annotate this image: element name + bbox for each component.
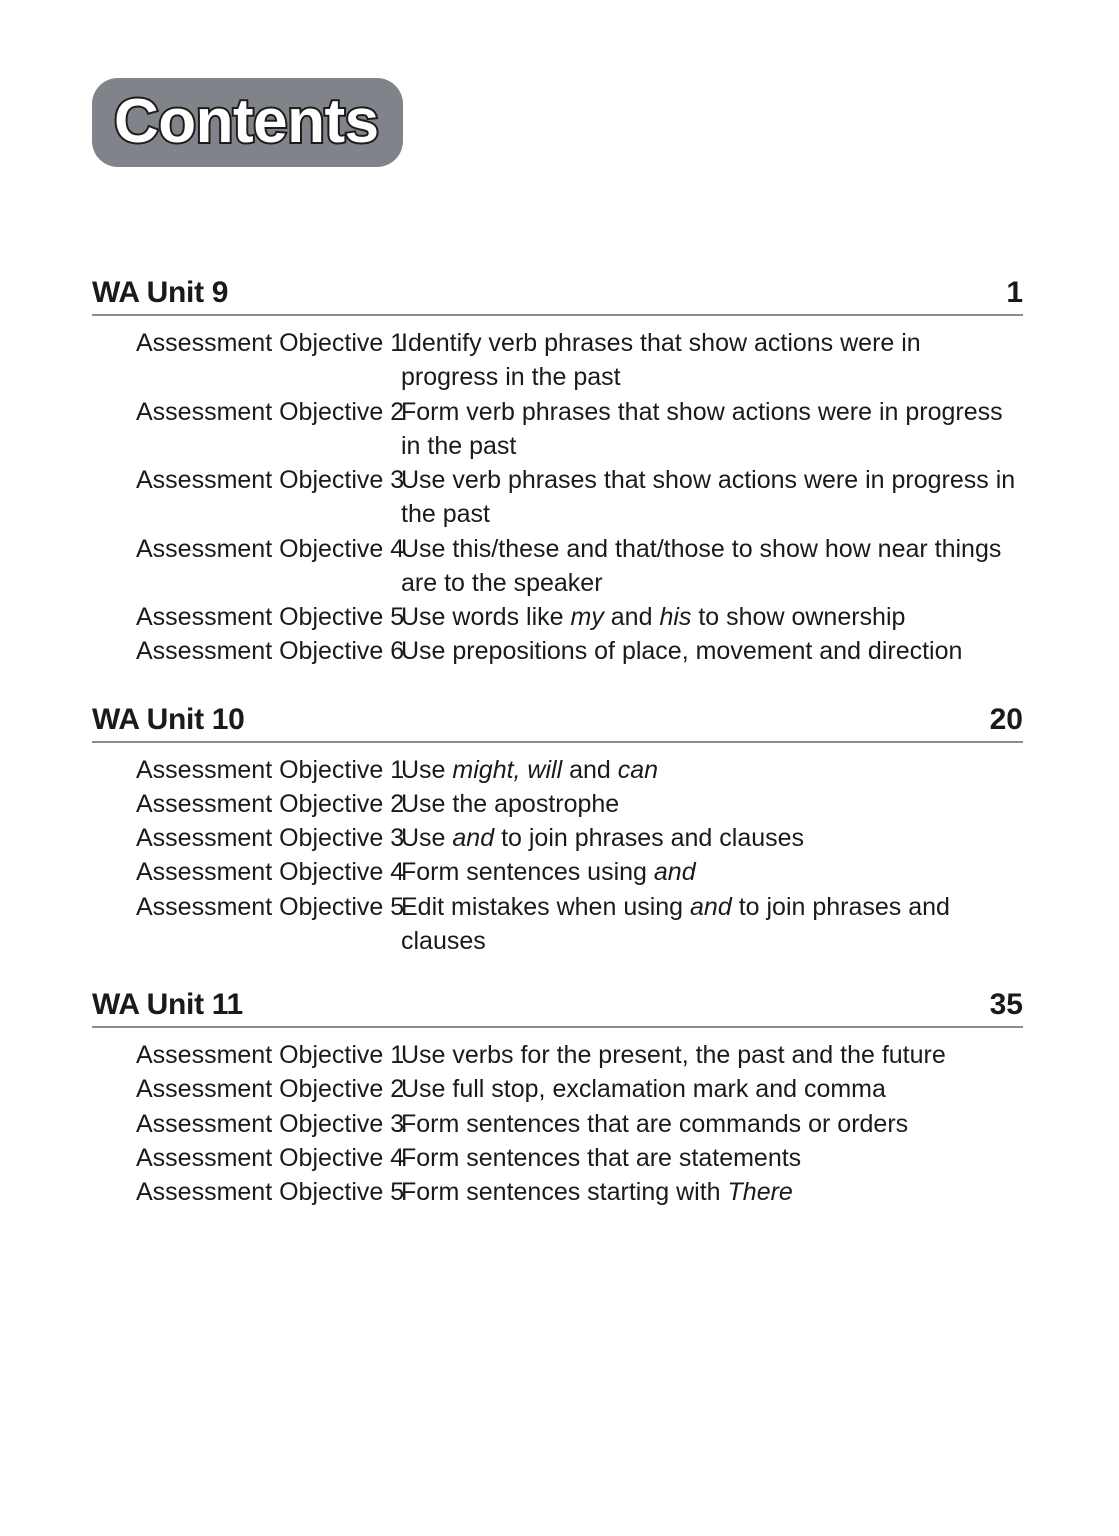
objective-label: Assessment Objective 4 <box>136 858 405 887</box>
plain-text: Form sentences that are statements <box>401 1143 802 1172</box>
objective-row[interactable] <box>92 463 1023 532</box>
emphasis-text: and <box>452 824 495 852</box>
unit-section <box>92 276 1023 669</box>
plain-text: Form verb phrases that show actions were in progress in the past <box>401 397 1003 460</box>
objective-description <box>401 1072 1023 1106</box>
objective-description <box>401 463 1023 532</box>
plain-text: to join phrases and clauses <box>401 892 950 955</box>
emphasis-text: and <box>690 892 732 921</box>
plain-text: Use <box>401 824 453 852</box>
objective-label: Assessment Objective 6 <box>136 637 405 666</box>
emphasis-text: and <box>653 858 696 887</box>
objective-label: Assessment Objective 4 <box>136 1143 405 1172</box>
objective-description <box>401 1107 1023 1141</box>
objective-description <box>401 821 1023 855</box>
emphasis-text: There <box>727 1178 793 1206</box>
emphasis-text: can <box>617 755 659 784</box>
plain-text: and <box>603 603 660 631</box>
plain-text: Form sentences starting with <box>401 1178 728 1206</box>
objective-row[interactable] <box>92 1141 1023 1175</box>
page-title: Contents <box>114 86 379 156</box>
objective-description <box>401 1175 1023 1209</box>
objective-label: Assessment Objective 5 <box>136 1178 405 1206</box>
plain-text: to join phrases and clauses <box>494 824 805 852</box>
objective-row[interactable] <box>92 1175 1023 1209</box>
objective-label: Assessment Objective 3 <box>136 466 405 494</box>
plain-text: Use <box>401 755 453 784</box>
unit-page-number[interactable]: 35 <box>989 988 1023 1021</box>
unit-header <box>92 988 1023 1028</box>
objective-list <box>92 743 1023 959</box>
objective-row[interactable] <box>92 532 1023 601</box>
objective-description <box>401 855 1023 889</box>
objective-description <box>401 395 1023 464</box>
objective-row[interactable] <box>92 787 1023 821</box>
unit-page-number[interactable]: 20 <box>989 702 1023 736</box>
objective-description <box>401 1038 1023 1072</box>
unit-title[interactable]: WA Unit 9 <box>92 276 229 309</box>
objective-description <box>401 787 1023 821</box>
emphasis-text: his <box>659 603 692 631</box>
plain-text: and <box>562 755 618 784</box>
objective-label: Assessment Objective 3 <box>136 824 405 852</box>
plain-text: Edit mistakes when using <box>401 892 691 921</box>
objective-label: Assessment Objective 5 <box>136 892 405 921</box>
plain-text: Form sentences that are commands or orders <box>401 1109 909 1138</box>
objective-description <box>401 326 1023 395</box>
objective-description <box>401 1141 1023 1175</box>
unit-section <box>92 703 1023 959</box>
unit-title[interactable]: WA Unit 10 <box>92 702 245 736</box>
contents-banner <box>92 78 403 167</box>
objective-row[interactable] <box>92 634 1023 668</box>
plain-text: Use prepositions of place, movement and direction <box>401 637 963 666</box>
plain-text: Use the apostrophe <box>401 789 620 818</box>
objective-description <box>401 600 1023 634</box>
objective-row[interactable] <box>92 395 1023 464</box>
unit-section <box>92 988 1023 1209</box>
objective-description <box>401 634 1023 668</box>
table-of-contents <box>92 276 1023 1239</box>
plain-text: Use verbs for the present, the past and the future <box>401 1041 946 1069</box>
objective-row[interactable] <box>92 600 1023 634</box>
objective-list <box>92 1028 1023 1209</box>
objective-row[interactable] <box>92 1038 1023 1072</box>
objective-label: Assessment Objective 2 <box>136 1075 405 1104</box>
objective-label: Assessment Objective 4 <box>136 534 405 563</box>
plain-text: Use words like <box>401 603 571 631</box>
objective-description <box>401 532 1023 601</box>
objective-row[interactable] <box>92 821 1023 855</box>
plain-text: Identify verb phrases that show actions were in progress in the past <box>401 329 921 392</box>
objective-description <box>401 890 1023 959</box>
unit-title[interactable]: WA Unit 11 <box>92 988 243 1021</box>
objective-list <box>92 316 1023 669</box>
objective-row[interactable] <box>92 753 1023 787</box>
plain-text: Use this/these and that/those to show how near things are to the speaker <box>401 534 1002 597</box>
unit-header <box>92 703 1023 743</box>
objective-row[interactable] <box>92 1107 1023 1141</box>
objective-description <box>401 753 1023 787</box>
plain-text: Use full stop, exclamation mark and comma <box>401 1075 886 1104</box>
plain-text: Form sentences using <box>401 858 654 887</box>
objective-label: Assessment Objective 1 <box>136 1041 405 1069</box>
emphasis-text: my <box>570 603 604 631</box>
objective-row[interactable] <box>92 890 1023 959</box>
emphasis-text: might, will <box>452 755 563 784</box>
plain-text: Use verb phrases that show actions were in progress in the past <box>401 466 1016 529</box>
objective-row[interactable] <box>92 855 1023 889</box>
unit-page-number[interactable]: 1 <box>1006 276 1023 309</box>
plain-text: to show ownership <box>691 603 906 631</box>
objective-label: Assessment Objective 5 <box>136 603 405 631</box>
objective-label: Assessment Objective 2 <box>136 789 405 818</box>
objective-label: Assessment Objective 1 <box>136 329 405 357</box>
objective-label: Assessment Objective 3 <box>136 1109 405 1138</box>
objective-row[interactable] <box>92 326 1023 395</box>
objective-label: Assessment Objective 2 <box>136 397 405 426</box>
objective-label: Assessment Objective 1 <box>136 755 405 784</box>
unit-header <box>92 276 1023 316</box>
objective-row[interactable] <box>92 1072 1023 1106</box>
